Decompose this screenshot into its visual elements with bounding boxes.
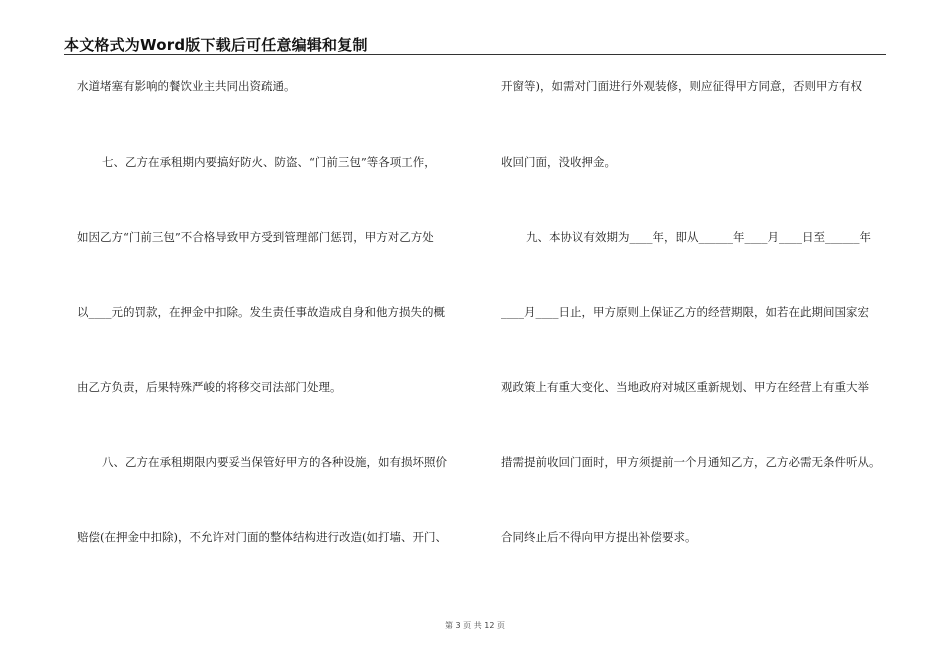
right-text-column <box>501 0 901 600</box>
text-line: 合同终止后不得向甲方提出补偿要求。 <box>501 530 697 544</box>
text-line: 水道堵塞有影响的餐饮业主共同出资疏通。 <box>77 79 296 93</box>
document-header-title: 本文格式为Word版下载后可任意编辑和复制 <box>64 36 368 54</box>
text-line: ____月____日止，甲方原则上保证乙方的经营期限，如若在此期间国家宏 <box>501 305 869 319</box>
text-line: 由乙方负责，后果特殊严峻的将移交司法部门处理。 <box>77 380 342 394</box>
page-number-footer: 第 3 页 共 12 页 <box>445 621 505 630</box>
text-line: 赔偿(在押金中扣除)，不允许对门面的整体结构进行改造(如打墙、开门、 <box>77 530 447 544</box>
left-text-column <box>77 0 477 600</box>
text-line: 措需提前收回门面时，甲方须提前一个月通知乙方，乙方必需无条件听从。 <box>501 455 881 469</box>
text-line: 开窗等)，如需对门面进行外观装修，则应征得甲方同意，否则甲方有权 <box>501 79 862 93</box>
text-line: 收回门面，没收押金。 <box>501 155 616 169</box>
text-line: 九、本协议有效期为____年，即从______年____月____日至______年 <box>526 230 871 244</box>
text-line: 八、乙方在承租期限内要妥当保管好甲方的各种设施，如有损坏照价 <box>102 455 447 469</box>
text-line: 如因乙方“门前三包”不合格导致甲方受到管理部门惩罚，甲方对乙方处 <box>77 230 434 244</box>
text-line: 观政策上有重大变化、当地政府对城区重新规划、甲方在经营上有重大举 <box>501 380 869 394</box>
text-line: 以____元的罚款，在押金中扣除。发生责任事故造成自身和他方损失的概 <box>77 305 445 319</box>
text-line: 七、乙方在承租期内要搞好防火、防盗、“门前三包”等各项工作， <box>102 155 436 169</box>
